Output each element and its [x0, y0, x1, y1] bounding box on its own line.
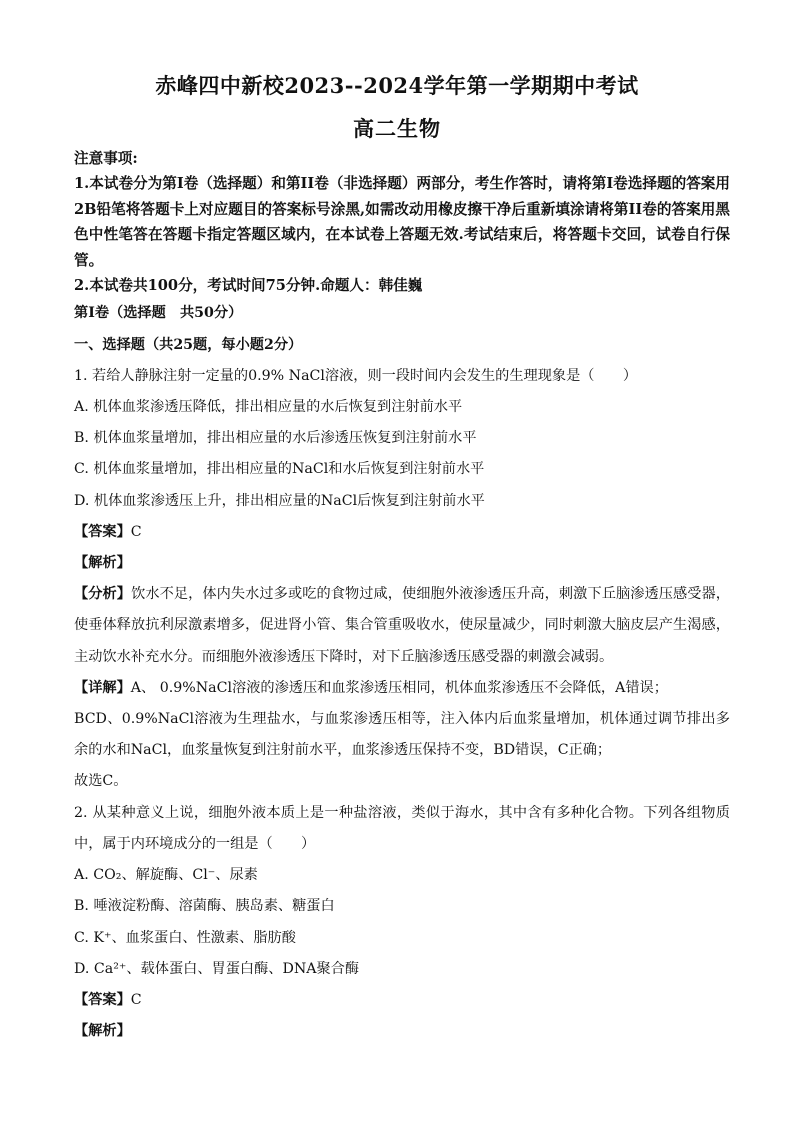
option-b: B. 机体血浆量增加，排出相应量的水后渗透压恢复到注射前水平 [74, 430, 477, 447]
notice-item-2: 2.本试卷共100分，考试时间75分钟.命题人：韩佳巍 [74, 277, 423, 295]
section-heading: 一、选择题（共25题，每小题2分） [74, 336, 303, 353]
conclusion: 故选C。 [74, 773, 128, 790]
option-a: A. 机体血浆渗透压降低，排出相应量的水后恢复到注射前水平 [74, 399, 463, 416]
xiangjie-paragraph-1 [74, 673, 730, 704]
analysis-label: 【解析】 [74, 555, 131, 572]
fenxi-paragraph [74, 579, 730, 673]
exam-content [74, 146, 730, 1047]
answer-line [74, 517, 730, 548]
option-d: D. Ca²⁺、载体蛋白、胃蛋白酶、DNA聚合酶 [74, 960, 360, 977]
xiangjie-text-1: A、 0.9%NaCl溶液的渗透压和血浆渗透压相同，机体血浆渗透压不会降低，A错误； [130, 679, 668, 696]
option-c: C. 机体血浆量增加，排出相应量的NaCl和水后恢复到注射前水平 [74, 461, 485, 478]
question-stem: 1. 若给人静脉注射一定量的0.9% NaCl溶液，则一段时间内会发生的生理现象是（ ） [74, 367, 638, 384]
question-1 [74, 361, 730, 798]
part-title: 第I卷（选择题 共50分） [74, 305, 243, 322]
fenxi-label: 【分析】 [74, 586, 132, 603]
notice-item-1: 1.本试卷分为第I卷（选择题）和第II卷（非选择题）两部分，考生作答时，请将第I卷选择题的答案用2B铅笔将答题卡上对应题目的答案标号涂黑,如需改动用橡皮擦干净后重新填涂请将第II卷的答案用黑色中性笔答在答题卡指定答题区域内，在本试卷上答题无效.考试结束后，将答题卡交回，试卷自行保管。 [74, 175, 730, 269]
analysis-label: 【解析】 [74, 1023, 131, 1040]
notice-block [74, 146, 730, 298]
option-c: C. K⁺、血浆蛋白、性激素、脂肪酸 [74, 929, 296, 946]
question-stem: 2. 从某种意义上说，细胞外液本质上是一种盐溶液，类似于海水，其中含有多种化合物。下列各组物质中，属于内环境成分的一组是（ ） [74, 804, 730, 852]
option-a: A. CO₂、解旋酶、Cl⁻、尿素 [74, 867, 258, 884]
exam-title: 赤峰四中新校2023--2024学年第一学期期中考试 [155, 73, 639, 98]
fenxi-text: 饮水不足，体内失水过多或吃的食物过咸，使细胞外液渗透压升高，刺激下丘脑渗透压感受器，使垂体释放抗利尿激素增多，促进肾小管、集合管重吸收水，使尿量减少，同时刺激大脑皮层产生渴感，主动饮水补充水分。而细胞外液渗透压下降时，对下丘脑渗透压感受器的刺激会减弱。 [74, 586, 730, 665]
xiangjie-label: 【详解】 [74, 679, 131, 696]
xiangjie-paragraph-2: BCD、0.9%NaCl溶液为生理盐水，与血浆渗透压相等，注入体内后血浆量增加，机体通过调节排出多余的水和NaCl，血浆量恢复到注射前水平，血浆渗透压保持不变，BD错误，C正确； [74, 711, 730, 759]
question-2 [74, 798, 730, 1048]
exam-subtitle: 高二生物 [353, 116, 441, 141]
notice-label: 注意事项: [74, 150, 138, 167]
answer-label: 【答案】 [74, 523, 131, 540]
answer-value: C [130, 991, 142, 1008]
option-d: D. 机体血浆渗透压上升，排出相应量的NaCl后恢复到注射前水平 [74, 492, 485, 509]
answer-line [74, 985, 730, 1016]
answer-label: 【答案】 [74, 991, 131, 1008]
answer-value: C [130, 523, 142, 540]
option-b: B. 唾液淀粉酶、溶菌酶、胰岛素、糖蛋白 [74, 898, 335, 915]
